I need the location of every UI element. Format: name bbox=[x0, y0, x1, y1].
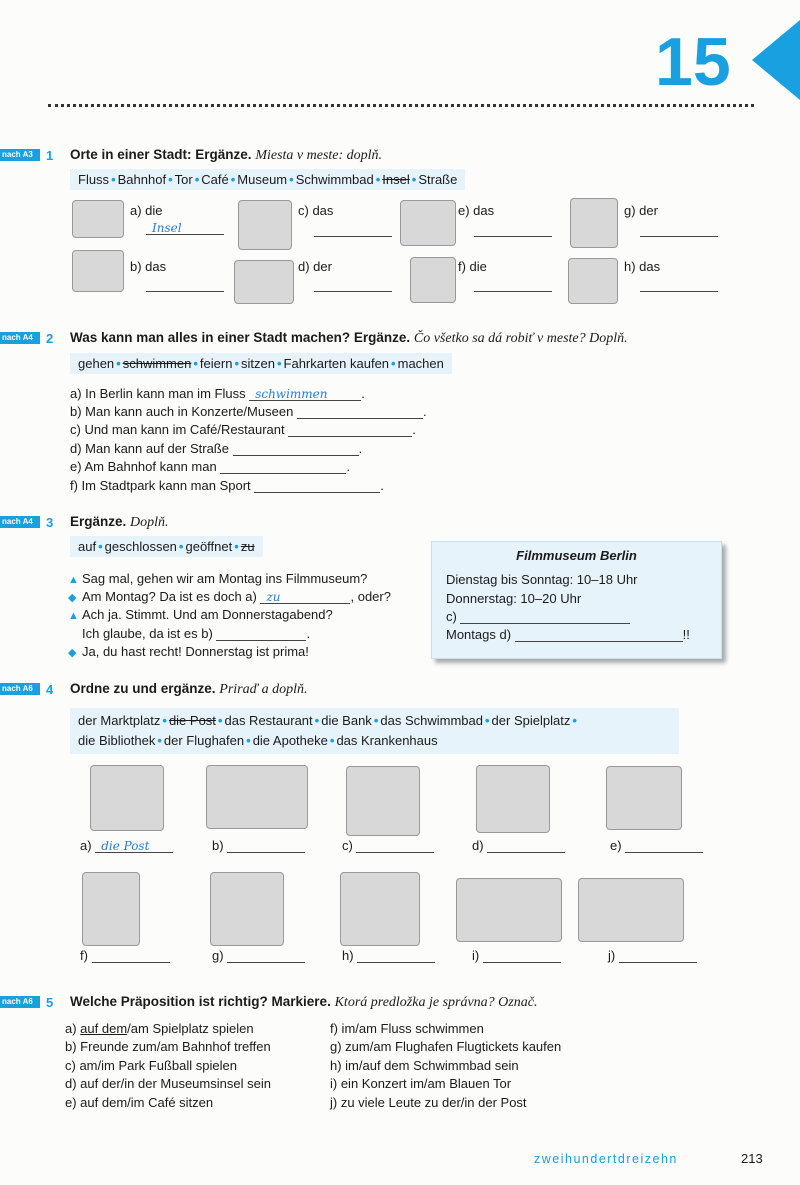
library-picture bbox=[340, 872, 420, 946]
sentence: b) Man kann auch in Konzerte/Museen . bbox=[70, 404, 427, 419]
answer-field[interactable] bbox=[619, 948, 697, 963]
item-label: f) bbox=[80, 948, 170, 963]
marked-answer[interactable]: auf dem bbox=[80, 1021, 128, 1036]
option-line: e) auf dem/im Café sitzen bbox=[65, 1095, 214, 1110]
answer-field[interactable] bbox=[216, 626, 306, 641]
answer-field[interactable] bbox=[146, 277, 224, 292]
gate-picture bbox=[72, 250, 124, 292]
item-label: d) der bbox=[298, 259, 332, 274]
item-label: i) bbox=[472, 948, 561, 963]
item-label: e) das bbox=[458, 203, 495, 218]
answer-field[interactable] bbox=[254, 478, 380, 493]
item-label: b) bbox=[212, 838, 305, 853]
option-line: c) am/im Park Fußball spielen bbox=[65, 1058, 237, 1073]
opening-hours: Montags d) !! bbox=[446, 627, 690, 642]
answer-field[interactable] bbox=[460, 609, 630, 624]
option-line: j) zu viele Leute zu der/in der Post bbox=[330, 1095, 527, 1110]
exercise-title: Ordne zu und ergänze. Priraď a doplň. bbox=[70, 681, 308, 697]
pool-picture bbox=[568, 258, 618, 304]
exercise-title: Was kann man alles in einer Stadt machen? Ergänze. Čo všetko sa dá robiť v meste? Doplň. bbox=[70, 330, 628, 346]
station-picture bbox=[234, 260, 294, 304]
exercise-number: 4 bbox=[46, 682, 54, 697]
answer-field[interactable] bbox=[474, 277, 552, 292]
bank-picture bbox=[346, 766, 420, 836]
answer-field[interactable] bbox=[515, 627, 683, 642]
post-office-picture bbox=[90, 765, 164, 831]
chapter-marker-triangle bbox=[752, 20, 800, 100]
dialog-line: ◆ Am Montag? Da ist es doch a) zu , oder? bbox=[68, 589, 391, 604]
item-label: g) bbox=[212, 948, 305, 963]
hospital-picture bbox=[456, 878, 562, 942]
sentence: d) Man kann auf der Straße . bbox=[70, 441, 363, 456]
river-picture bbox=[570, 198, 618, 248]
page-number: 213 bbox=[741, 1151, 763, 1166]
answer-field[interactable] bbox=[233, 441, 359, 456]
page-number-word: zweihundertdreizehn bbox=[534, 1152, 678, 1166]
option-line: g) zum/am Flughafen Flugtickets kaufen bbox=[330, 1039, 562, 1054]
answer-field[interactable] bbox=[483, 948, 561, 963]
answer-field[interactable] bbox=[474, 222, 552, 237]
exercise-title: Orte in einer Stadt: Ergänze. Miesta v meste: doplň. bbox=[70, 147, 383, 163]
answer-field[interactable] bbox=[314, 222, 392, 237]
answer-field[interactable] bbox=[314, 277, 392, 292]
dialog-line: ▲ Ach ja. Stimmt. Und am Donnerstagabend? bbox=[68, 607, 333, 622]
item-label: h) das bbox=[624, 259, 661, 274]
section-tag: nach A6 bbox=[0, 683, 40, 695]
answer-field[interactable] bbox=[227, 948, 305, 963]
item-label: h) bbox=[342, 948, 435, 963]
dialog-line: ◆ Ja, du hast recht! Donnerstag ist prima! bbox=[68, 644, 309, 659]
section-tag: nach A4 bbox=[0, 332, 40, 344]
exercise-number: 1 bbox=[46, 148, 54, 163]
section-tag: nach A4 bbox=[0, 516, 40, 528]
item-label: a) die Post bbox=[80, 838, 173, 853]
item-label: a) die bbox=[130, 203, 163, 218]
option-line: a) auf dem/am Spielplatz spielen bbox=[65, 1021, 254, 1036]
item-label: c) das bbox=[298, 203, 334, 218]
section-tag: nach A3 bbox=[0, 149, 40, 161]
answer-field[interactable] bbox=[297, 404, 423, 419]
exercise-title: Ergänze. Doplň. bbox=[70, 514, 169, 530]
answer-field[interactable]: Insel bbox=[146, 220, 224, 235]
answer-field[interactable] bbox=[640, 277, 718, 292]
answer-field[interactable] bbox=[357, 948, 435, 963]
marketplace-picture bbox=[476, 765, 550, 833]
word-box: gehen • schwimmen • feiern • sitzen • Fahrkarten kaufen • machen bbox=[70, 353, 452, 374]
answer-field[interactable] bbox=[227, 838, 305, 853]
answer-field[interactable]: die Post bbox=[95, 838, 173, 853]
playground-picture bbox=[210, 872, 284, 946]
item-label: d) bbox=[472, 838, 565, 853]
cafe-picture bbox=[400, 200, 456, 246]
option-line: h) im/auf dem Schwimmbad sein bbox=[330, 1058, 519, 1073]
item-label: f) die bbox=[458, 259, 487, 274]
answer-field[interactable] bbox=[487, 838, 565, 853]
opening-hours: c) bbox=[446, 609, 630, 624]
section-tag: nach A6 bbox=[0, 996, 40, 1008]
option-line: i) ein Konzert im/am Blauen Tor bbox=[330, 1076, 512, 1091]
dialog-line: ▲ Sag mal, gehen wir am Montag ins Filmmuseum? bbox=[68, 571, 368, 586]
restaurant-picture bbox=[206, 765, 308, 829]
item-label: g) der bbox=[624, 203, 658, 218]
sentence: a) In Berlin kann man im Fluss schwimmen . bbox=[70, 386, 365, 401]
item-label: b) das bbox=[130, 259, 167, 274]
swimming-pool-picture bbox=[606, 766, 682, 830]
street-picture bbox=[410, 257, 456, 303]
answer-field[interactable] bbox=[220, 459, 346, 474]
answer-field[interactable] bbox=[640, 222, 718, 237]
option-line: b) Freunde zum/am Bahnhof treffen bbox=[65, 1039, 271, 1054]
word-box: der Marktplatz • die Post • das Restaurant • die Bank • das Schwimmbad • der Spielplatz • die Bibliothek • der Flughafen • die Apotheke • das Krankenhaus bbox=[70, 708, 679, 754]
opening-hours: Donnerstag: 10–20 Uhr bbox=[446, 591, 582, 606]
answer-field[interactable] bbox=[625, 838, 703, 853]
answer-field[interactable]: zu bbox=[260, 589, 350, 604]
sentence: e) Am Bahnhof kann man . bbox=[70, 459, 350, 474]
option-line: d) auf der/in der Museumsinsel sein bbox=[65, 1076, 271, 1091]
museum-picture bbox=[238, 200, 292, 250]
header-divider bbox=[48, 104, 754, 107]
sentence: c) Und man kann im Café/Restaurant . bbox=[70, 422, 416, 437]
item-label: e) bbox=[610, 838, 703, 853]
item-label: j) bbox=[608, 948, 697, 963]
airport-picture bbox=[578, 878, 684, 942]
exercise-title: Welche Präposition ist richtig? Markiere. Ktorá predložka je správna? Označ. bbox=[70, 994, 538, 1010]
dialog-line: Ich glaube, da ist es b) . bbox=[82, 626, 311, 641]
sentence: f) Im Stadtpark kann man Sport . bbox=[70, 478, 384, 493]
filmmuseum-info-box bbox=[431, 541, 722, 659]
word-box: auf • geschlossen • geöffnet • zu bbox=[70, 536, 263, 557]
word-box: Fluss • Bahnhof • Tor • Café • Museum • Schwimmbad • Insel • Straße bbox=[70, 169, 465, 190]
pharmacy-picture bbox=[82, 872, 140, 946]
answer-field[interactable] bbox=[288, 422, 412, 437]
island-picture bbox=[72, 200, 124, 238]
option-line: f) im/am Fluss schwimmen bbox=[330, 1021, 484, 1036]
exercise-number: 2 bbox=[46, 331, 54, 346]
answer-field[interactable]: schwimmen bbox=[249, 386, 361, 401]
exercise-number: 5 bbox=[46, 995, 54, 1010]
opening-hours: Dienstag bis Sonntag: 10–18 Uhr bbox=[446, 572, 638, 587]
answer-field[interactable] bbox=[92, 948, 170, 963]
chapter-number: 15 bbox=[655, 24, 731, 100]
info-box-title: Filmmuseum Berlin bbox=[516, 548, 637, 563]
answer-field[interactable] bbox=[356, 838, 434, 853]
exercise-number: 3 bbox=[46, 515, 54, 530]
item-label: c) bbox=[342, 838, 434, 853]
